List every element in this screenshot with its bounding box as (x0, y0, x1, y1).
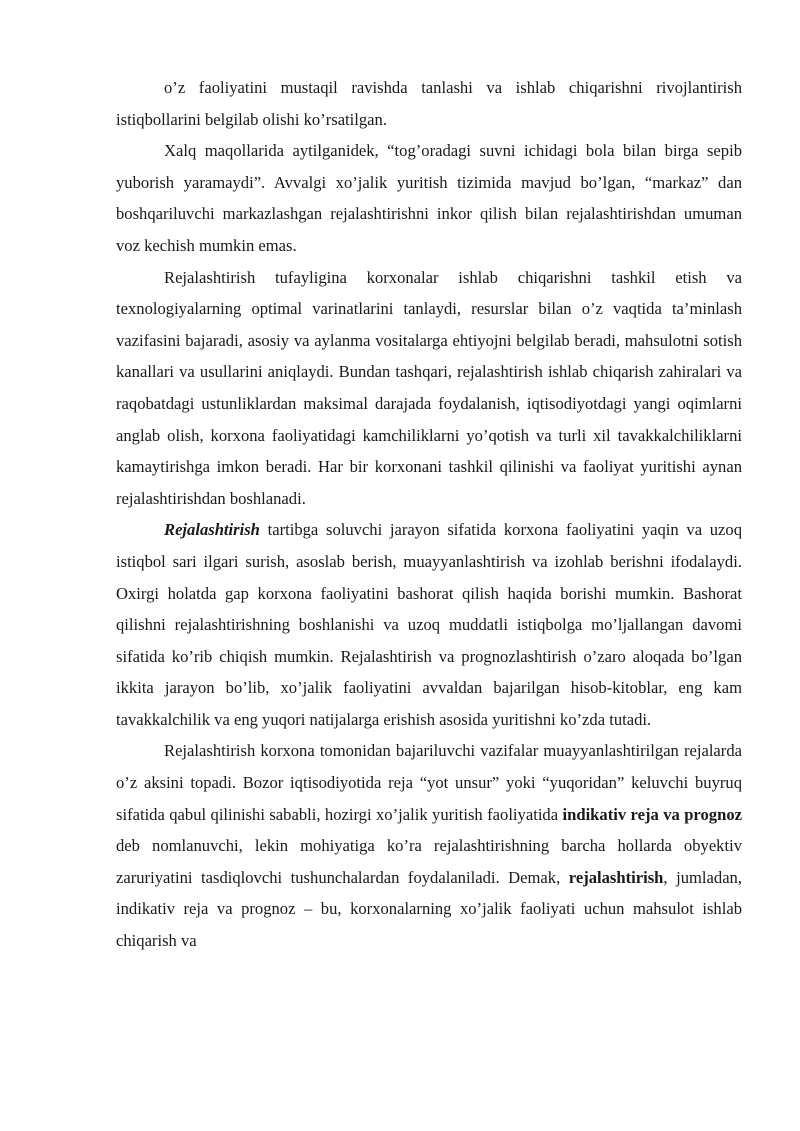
paragraph-text: tartibga soluvchi jarayon sifatida korxona faoliyatini yaqin va uzoq istiqbol sari ilgari surish, asoslab berish, muayyanlashtirish va izohlab berishni ifodalaydi. Oxirgi holatda gap korxona faoliyatini bashorat qilish haqida borishi mumkin. Bashorat qilishni rejalashtirishning boshlanishi va uzoq muddatli istiqbolga mo’ljallangan davomi sifatida ko’rib chiqish mumkin. Rejalashtirish va prognozlashtirish o’zaro aloqada bo’lgan ikkita jarayon bo’lib, xo’jalik faoliyatini avvaldan bajarilgan hisob-kitoblar, eng kam tavakkalchilik va eng yuqori natijalarga erishish asosida yuritishni ko’zda tutadi. (116, 520, 742, 729)
bold-term: rejalashtirish (568, 867, 664, 887)
paragraph-1 (116, 72, 742, 135)
paragraph-text: Rejalashtirish korxona tomonidan bajariluvchi vazifalar muayyanlashtirilgan rejalarda o’z aksini topadi. Bozor iqtisodiyotida reja “yot unsur” yoki “yuqoridan” keluvchi buyruq sifatida qabul qilinishi sababli, hozirgi xo’jalik yuritish faoliyatida (116, 741, 742, 824)
paragraph-2 (116, 135, 742, 261)
bold-term: indikativ reja va prognoz (562, 804, 742, 824)
paragraph-text: Rejalashtirish tufayligina korxonalar ishlab chiqarishni tashkil etish va texnologiyalarning optimal varinatlarini tanlaydi, resurslar bilan o’z vaqtida ta’minlash vazifasini bajaradi, asosiy va aylanma vositalarga ehtiyojni belgilab beradi, mahsulotni sotish kanallari va usullarini aniqlaydi. Bundan tashqari, rejalashtirish ishlab chiqarish zahiralari va raqobatdagi ustunliklardan maksimal darajada foydalanish, iqtisodiyotdagi yangi oqimlarni anglab olish, korxona faoliyatidagi kamchiliklarni yo’qotish va turli xil tavakkalchiliklarni kamaytirishga imkon beradi. Har bir korxonani tashkil qilinishi va faoliyat yuritishi aynan rejalashtirishdan boshlanadi. (116, 267, 742, 508)
paragraph-text: o’z faoliyatini mustaqil ravishda tanlashi va ishlab chiqarishni rivojlantirish istiqbollarini belgilab olishi ko’rsatilgan. (116, 78, 742, 129)
paragraph-5 (116, 735, 742, 956)
emphasized-term: Rejalashtirish (164, 520, 260, 540)
paragraph-text: , jumladan, indikativ reja va prognoz – bu, korxonalarning xo’jalik faoliyati uchun mahsulot ishlab chiqarish va (116, 867, 742, 951)
document-page (116, 72, 742, 957)
paragraph-4 (116, 514, 742, 735)
paragraph-text: deb nomlanuvchi, lekin mohiyatiga ko’ra rejalashtirishning barcha hollarda obyektiv zaruriyatini tasdiqlovchi tushunchalardan foydalaniladi. Demak, (116, 836, 742, 887)
paragraph-text: Xalq maqollarida aytilganidek, “tog’oradagi suvni ichidagi bola bilan birga sepib yuborish yaramaydi”. Avvalgi xo’jalik yuritish tizimida mavjud bo’lgan, “markaz” dan boshqariluvchi markazlashgan rejalashtirishni inkor qilish bilan rejalashtirishdan umuman voz kechish mumkin emas. (116, 141, 742, 255)
paragraph-3 (116, 262, 742, 515)
